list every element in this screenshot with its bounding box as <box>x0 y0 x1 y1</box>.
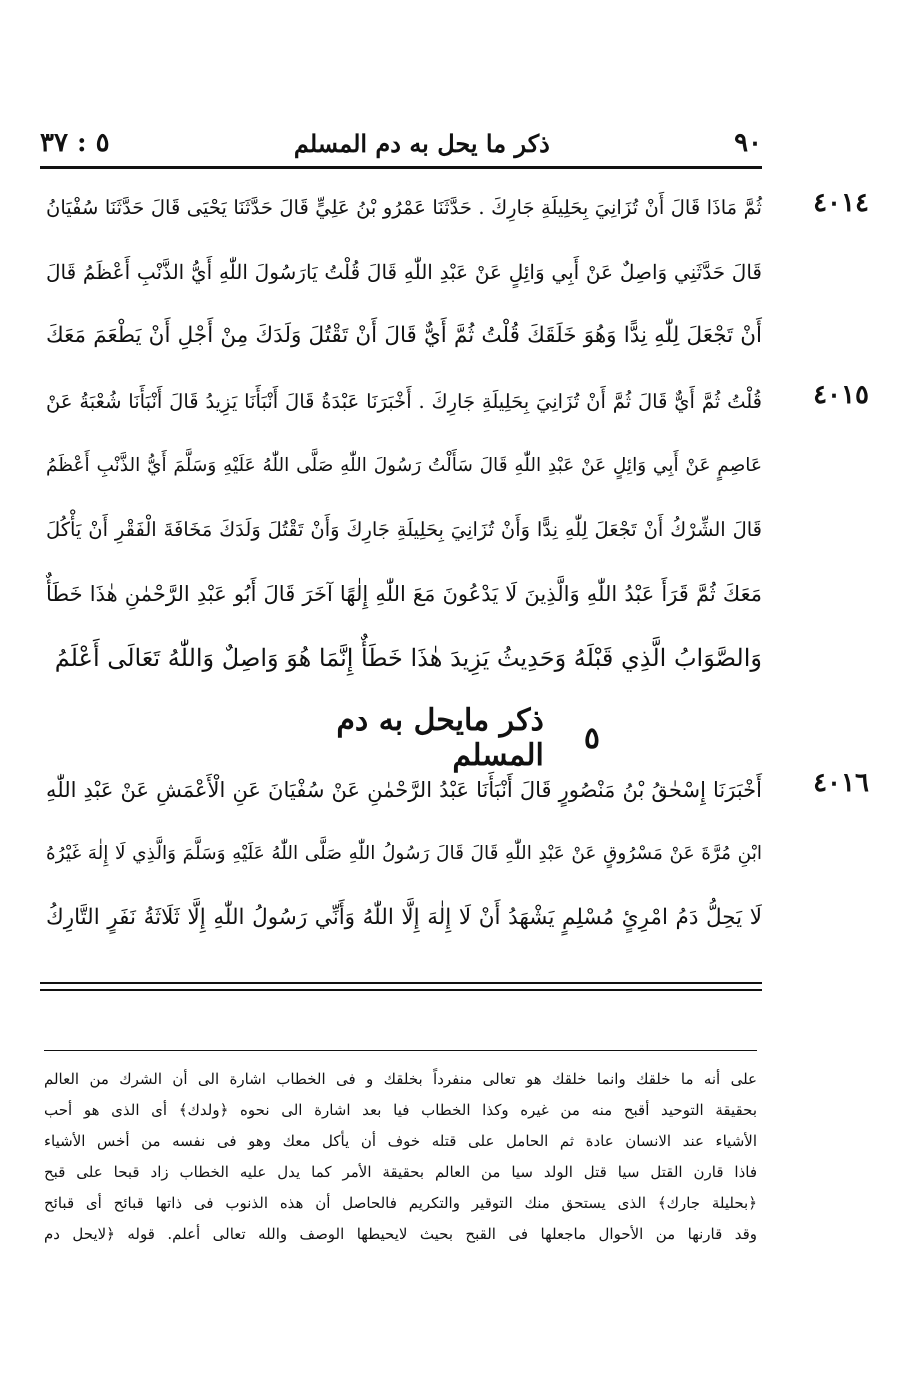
main-text-end-rule <box>40 982 762 984</box>
main-text-end-rule <box>40 989 762 991</box>
footnote-line: بحقيقة التوحيد أقبح منه من غيره وكذا الخطاب فيا بعد اشارة الى نحوه ﴿ولدك﴾ أى الذى هو أحب <box>44 1101 757 1119</box>
footnote-commentary <box>44 1064 757 1250</box>
running-title: ذكر ما يحل به دم المسلم <box>293 128 550 158</box>
hadith-number-4015: ٤٠١٥ <box>813 380 869 410</box>
footnote-line: ﴿بحليلة جارك﴾ الذى يستحق منك التوقير والتكريم فالحاصل أن هذه الذنوب فى ذاتها قبائح أى قبائح <box>44 1194 757 1212</box>
text-line: ابْنِ مُرَّةَ عَنْ مَسْرُوقٍ عَنْ عَبْدِ اللّٰهِ قَالَ قَالَ رَسُولُ اللّٰهِ صَلَّى اللّٰهُ عَلَيْهِ وَسَلَّمَ وَالَّذِي لَا إِلٰهَ غَيْرُهُ <box>46 843 762 864</box>
section-number: ٥ <box>583 720 600 756</box>
hadith-4014-text <box>46 176 762 368</box>
text-line: مَعَكَ ثُمَّ قَرَأَ عَبْدُ اللّٰهِ وَالَّذِينَ لَا يَدْعُونَ مَعَ اللّٰهِ إِلٰهًا آخَرَ قَالَ أَبُو عَبْدِ الرَّحْمٰنِ هٰذَا خَطَأٌ <box>46 582 762 606</box>
hadith-4016-text <box>46 758 762 950</box>
footnote-line: فاذا قارن القتل سيا قتل الولد سيا من العالم بحقيقة الأمر كما يدل عليه الخطاب زاد قبحا على قبح <box>44 1163 757 1181</box>
text-line: لَا يَحِلُّ دَمُ امْرِئٍ مُسْلِمٍ يَشْهَدُ أَنْ لَا إِلٰهَ إِلَّا اللّٰهُ وَأَنِّي رَسُولُ اللّٰهِ إِلَّا ثَلَاثَةُ نَفَرٍ التَّارِكُ <box>46 905 762 930</box>
footnote-line: وقد قارنها من الأحوال ماجعلها فى القبح بحيث لايحيطها الوصف والله تعالى أعلم. قوله ﴿لايحل دم <box>44 1225 757 1243</box>
text-line: ثُمَّ مَاذَا قَالَ أَنْ تُزَانِيَ بِحَلِيلَةِ جَارِكَ . حَدَّثَنَا عَمْرُو بْنُ عَلِيٍّ قَالَ حَدَّثَنَا يَحْيَى قَالَ حَدَّثَنَا سُفْيَانُ <box>46 196 762 219</box>
footnote-separator <box>44 1050 757 1051</box>
text-line: وَالصَّوَابُ الَّذِي قَبْلَهُ وَحَدِيثُ يَزِيدَ هٰذَا خَطَأٌ إِنَّمَا هُوَ وَاصِلٌ وَاللّٰهُ تَعَالَى أَعْلَمُ <box>54 644 762 672</box>
section-title: ذكر مايحل به دم المسلم <box>336 703 544 773</box>
page-number: ٩٠ <box>734 128 762 158</box>
text-line: عَاصِمٍ عَنْ أَبِي وَائِلٍ عَنْ عَبْدِ اللّٰهِ قَالَ سَأَلْتُ رَسُولَ اللّٰهِ صَلَّى اللّٰهُ عَلَيْهِ وَسَلَّمَ أَيُّ الذَّنْبِ أَعْظَمُ <box>46 455 762 476</box>
text-line: قُلْتُ ثُمَّ أَيٌّ قَالَ ثُمَّ أَنْ تُزَانِيَ بِحَلِيلَةِ جَارِكَ . أَخْبَرَنَا عَبْدَةُ قَالَ أَنْبَأَنَا يَزِيدُ قَالَ أَنْبَأَنَا شُعْبَةُ عَنْ <box>46 390 762 413</box>
header-rule <box>40 166 762 169</box>
footnote-line: الأشياء عند الانسان عادة ثم الحامل على قتله خوف أن يأكل معك وهو فى نفسه من أخس الأشياء <box>44 1132 757 1150</box>
hadith-number-4016: ٤٠١٦ <box>813 768 869 798</box>
footnote-line: على أنه ما خلقك وانما خلقك هو تعالى منفرداً بخلقك و فى الخطاب اشارة الى أن الشرك من العالم <box>44 1070 757 1088</box>
section-heading <box>260 703 600 773</box>
running-header <box>40 120 762 166</box>
text-line: قَالَ الشِّرْكُ أَنْ تَجْعَلَ لِلّٰهِ نِدًّا وَأَنْ تُزَانِيَ بِحَلِيلَةِ جَارِكَ وَأَنْ تَقْتُلَ وَلَدَكَ مَخَافَةَ الْفَقْرِ أَنْ يَأْكُلَ <box>46 518 762 541</box>
hadith-4015-text <box>46 370 762 690</box>
text-line: أَنْ تَجْعَلَ لِلّٰهِ نِدًّا وَهُوَ خَلَقَكَ قُلْتُ ثُمَّ أَيٌّ قَالَ أَنْ تَقْتُلَ وَلَدَكَ مِنْ أَجْلِ أَنْ يَطْعَمَ مَعَكَ <box>46 323 762 348</box>
text-line: قَالَ حَدَّثَنِي وَاصِلٌ عَنْ أَبِي وَائِلٍ عَنْ عَبْدِ اللّٰهِ قَالَ قُلْتُ يَارَسُولَ اللّٰهِ أَيُّ الذَّنْبِ أَعْظَمُ قَالَ <box>46 260 762 284</box>
chapter-reference: ٥ : ٣٧ <box>40 128 110 158</box>
hadith-number-4014: ٤٠١٤ <box>813 188 869 218</box>
text-line: أَخْبَرَنَا إِسْحٰقُ بْنُ مَنْصُورٍ قَالَ أَنْبَأَنَا عَبْدُ الرَّحْمٰنِ عَنْ سُفْيَانَ عَنِ الْأَعْمَشِ عَنْ عَبْدِ اللّٰهِ <box>46 778 762 802</box>
